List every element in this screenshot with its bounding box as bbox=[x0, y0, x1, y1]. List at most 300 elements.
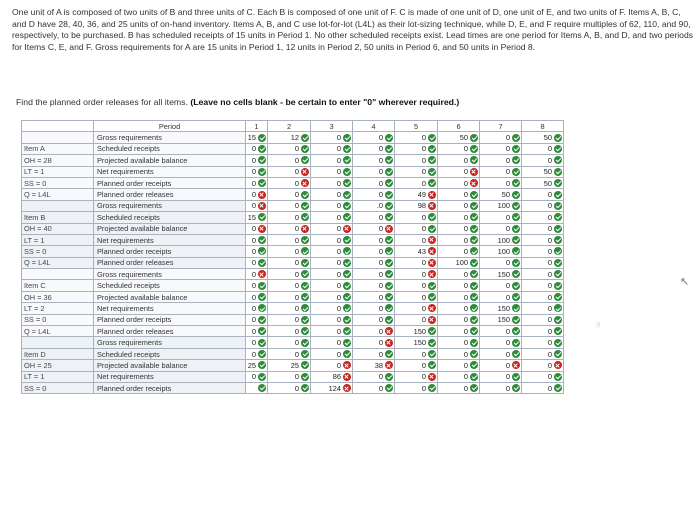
answer-cell[interactable] bbox=[395, 167, 437, 176]
answer-value[interactable]: 0 bbox=[251, 349, 256, 359]
answer-value[interactable]: 0 bbox=[294, 269, 299, 279]
period-8-cell[interactable] bbox=[522, 303, 564, 314]
answer-value[interactable]: 0 bbox=[336, 338, 341, 348]
answer-value[interactable]: 0 bbox=[378, 269, 383, 279]
period-7-cell[interactable] bbox=[480, 212, 522, 223]
answer-cell[interactable] bbox=[246, 384, 267, 392]
answer-cell[interactable] bbox=[353, 144, 394, 153]
answer-cell[interactable] bbox=[268, 133, 310, 142]
period-6-cell[interactable] bbox=[438, 326, 480, 337]
answer-value[interactable]: 0 bbox=[251, 338, 256, 348]
answer-cell[interactable] bbox=[353, 236, 394, 245]
answer-value[interactable]: 0 bbox=[336, 133, 341, 143]
answer-value[interactable]: 0 bbox=[463, 349, 468, 359]
answer-cell[interactable] bbox=[438, 224, 479, 233]
period-2-cell[interactable] bbox=[268, 269, 311, 280]
period-7-cell[interactable] bbox=[480, 269, 522, 280]
period-7-cell[interactable] bbox=[480, 371, 522, 382]
answer-cell[interactable] bbox=[353, 304, 394, 313]
answer-cell[interactable] bbox=[438, 361, 479, 370]
answer-value[interactable]: 0 bbox=[421, 167, 426, 177]
answer-cell[interactable] bbox=[395, 281, 437, 290]
period-8-cell[interactable] bbox=[522, 246, 564, 257]
period-5-cell[interactable] bbox=[395, 314, 438, 325]
answer-cell[interactable] bbox=[268, 201, 310, 210]
answer-value[interactable]: 0 bbox=[294, 292, 299, 302]
answer-cell[interactable] bbox=[353, 201, 394, 210]
answer-cell[interactable] bbox=[311, 384, 352, 393]
period-3-cell[interactable] bbox=[311, 314, 353, 325]
answer-value[interactable]: 0 bbox=[336, 201, 341, 211]
period-2-cell[interactable] bbox=[268, 200, 311, 211]
answer-value[interactable]: 0 bbox=[378, 349, 383, 359]
answer-cell[interactable] bbox=[522, 338, 563, 347]
answer-cell[interactable] bbox=[395, 258, 437, 267]
answer-value[interactable]: 0 bbox=[336, 292, 341, 302]
period-8-cell[interactable] bbox=[522, 371, 564, 382]
period-7-cell[interactable] bbox=[480, 166, 522, 177]
answer-cell[interactable] bbox=[438, 327, 479, 336]
answer-value[interactable]: 0 bbox=[378, 212, 383, 222]
answer-cell[interactable] bbox=[268, 281, 310, 290]
answer-value[interactable]: 0 bbox=[294, 372, 299, 382]
answer-cell[interactable] bbox=[395, 224, 437, 233]
answer-cell[interactable] bbox=[311, 213, 352, 222]
period-3-cell[interactable] bbox=[311, 223, 353, 234]
answer-cell[interactable] bbox=[268, 156, 310, 165]
answer-value[interactable]: 0 bbox=[251, 167, 256, 177]
period-5-cell[interactable] bbox=[395, 303, 438, 314]
answer-cell[interactable] bbox=[353, 156, 394, 165]
period-8-cell[interactable] bbox=[522, 212, 564, 223]
period-7-cell[interactable] bbox=[480, 337, 522, 348]
answer-value[interactable]: 0 bbox=[294, 303, 299, 313]
answer-cell[interactable] bbox=[311, 179, 352, 188]
period-6-cell[interactable] bbox=[438, 246, 480, 257]
answer-cell[interactable] bbox=[353, 315, 394, 324]
period-7-cell[interactable] bbox=[480, 291, 522, 302]
answer-value[interactable]: 12 bbox=[290, 133, 299, 143]
answer-cell[interactable] bbox=[311, 201, 352, 210]
period-5-cell[interactable] bbox=[395, 143, 438, 154]
period-6-cell[interactable] bbox=[438, 371, 480, 382]
answer-value[interactable]: 25 bbox=[247, 360, 256, 370]
answer-value[interactable]: 0 bbox=[463, 338, 468, 348]
period-7-cell[interactable] bbox=[480, 280, 522, 291]
answer-value[interactable]: 0 bbox=[505, 349, 510, 359]
answer-value[interactable]: 0 bbox=[463, 224, 468, 234]
answer-value[interactable]: 0 bbox=[421, 360, 426, 370]
answer-cell[interactable] bbox=[246, 293, 267, 302]
answer-cell[interactable] bbox=[522, 179, 563, 188]
period-8-cell[interactable] bbox=[522, 143, 564, 154]
period-6-cell[interactable] bbox=[438, 382, 480, 393]
answer-cell[interactable] bbox=[268, 236, 310, 245]
answer-cell[interactable] bbox=[480, 350, 521, 359]
period-2-cell[interactable] bbox=[268, 326, 311, 337]
answer-cell[interactable] bbox=[480, 179, 521, 188]
answer-value[interactable]: 0 bbox=[463, 178, 468, 188]
answer-cell[interactable] bbox=[246, 304, 267, 313]
answer-value[interactable]: 0 bbox=[336, 349, 341, 359]
answer-cell[interactable] bbox=[353, 361, 394, 370]
period-5-cell[interactable] bbox=[395, 223, 438, 234]
period-3-cell[interactable] bbox=[311, 269, 353, 280]
period-7-cell[interactable] bbox=[480, 155, 522, 166]
answer-cell[interactable] bbox=[438, 190, 479, 199]
answer-value[interactable]: 98 bbox=[417, 201, 426, 211]
period-7-cell[interactable] bbox=[480, 200, 522, 211]
period-6-cell[interactable] bbox=[438, 269, 480, 280]
answer-value[interactable]: 0 bbox=[421, 258, 426, 268]
period-3-cell[interactable] bbox=[311, 189, 353, 200]
period-3-cell[interactable] bbox=[311, 200, 353, 211]
answer-value[interactable]: 0 bbox=[505, 326, 510, 336]
answer-value[interactable]: 0 bbox=[421, 269, 426, 279]
period-7-cell[interactable] bbox=[480, 177, 522, 188]
period-7-cell[interactable] bbox=[480, 360, 522, 371]
period-3-cell[interactable] bbox=[311, 303, 353, 314]
answer-cell[interactable] bbox=[480, 361, 521, 370]
answer-cell[interactable] bbox=[522, 350, 563, 359]
answer-value[interactable]: 0 bbox=[505, 383, 510, 393]
period-7-cell[interactable] bbox=[480, 314, 522, 325]
period-6-cell[interactable] bbox=[438, 212, 480, 223]
period-2-cell[interactable] bbox=[268, 212, 311, 223]
answer-value[interactable]: 0 bbox=[463, 372, 468, 382]
answer-cell[interactable] bbox=[395, 144, 437, 153]
answer-value[interactable]: 0 bbox=[294, 281, 299, 291]
answer-value[interactable]: 150 bbox=[413, 326, 426, 336]
answer-cell[interactable] bbox=[438, 258, 479, 267]
period-8-cell[interactable] bbox=[522, 189, 564, 200]
answer-value[interactable]: 0 bbox=[336, 167, 341, 177]
answer-cell[interactable] bbox=[438, 270, 479, 279]
answer-cell[interactable] bbox=[311, 293, 352, 302]
answer-cell[interactable] bbox=[522, 213, 563, 222]
answer-cell[interactable] bbox=[353, 293, 394, 302]
answer-cell[interactable] bbox=[246, 350, 267, 359]
answer-value[interactable]: 0 bbox=[421, 349, 426, 359]
period-1-cell[interactable] bbox=[246, 246, 268, 257]
answer-value[interactable]: 0 bbox=[251, 235, 256, 245]
period-8-cell[interactable] bbox=[522, 360, 564, 371]
answer-cell[interactable] bbox=[395, 236, 437, 245]
period-2-cell[interactable] bbox=[268, 303, 311, 314]
answer-value[interactable]: 0 bbox=[294, 315, 299, 325]
period-1-cell[interactable] bbox=[246, 223, 268, 234]
answer-value[interactable]: 150 bbox=[497, 315, 510, 325]
period-2-cell[interactable] bbox=[268, 177, 311, 188]
answer-cell[interactable] bbox=[522, 167, 563, 176]
period-4-cell[interactable] bbox=[353, 200, 395, 211]
answer-value[interactable]: 0 bbox=[251, 292, 256, 302]
period-4-cell[interactable] bbox=[353, 177, 395, 188]
answer-value[interactable]: 0 bbox=[505, 338, 510, 348]
answer-cell[interactable] bbox=[311, 236, 352, 245]
answer-cell[interactable] bbox=[522, 304, 563, 313]
answer-cell[interactable] bbox=[311, 338, 352, 347]
answer-value[interactable]: 0 bbox=[547, 201, 552, 211]
answer-cell[interactable] bbox=[311, 281, 352, 290]
period-2-cell[interactable] bbox=[268, 291, 311, 302]
answer-cell[interactable] bbox=[522, 133, 563, 142]
answer-cell[interactable] bbox=[395, 327, 437, 336]
answer-value[interactable]: 100 bbox=[455, 258, 468, 268]
period-8-cell[interactable] bbox=[522, 280, 564, 291]
answer-cell[interactable] bbox=[480, 190, 521, 199]
answer-value[interactable]: 0 bbox=[336, 178, 341, 188]
answer-value[interactable]: 0 bbox=[378, 258, 383, 268]
answer-value[interactable]: 0 bbox=[505, 224, 510, 234]
period-4-cell[interactable] bbox=[353, 314, 395, 325]
answer-cell[interactable] bbox=[268, 258, 310, 267]
period-2-cell[interactable] bbox=[268, 246, 311, 257]
answer-cell[interactable] bbox=[353, 167, 394, 176]
period-6-cell[interactable] bbox=[438, 166, 480, 177]
period-1-cell[interactable] bbox=[246, 200, 268, 211]
answer-value[interactable]: 0 bbox=[421, 292, 426, 302]
answer-cell[interactable] bbox=[522, 190, 563, 199]
answer-cell[interactable] bbox=[522, 258, 563, 267]
period-5-cell[interactable] bbox=[395, 212, 438, 223]
answer-cell[interactable] bbox=[395, 190, 437, 199]
answer-value[interactable]: 0 bbox=[505, 178, 510, 188]
answer-value[interactable]: 0 bbox=[547, 246, 552, 256]
period-4-cell[interactable] bbox=[353, 291, 395, 302]
answer-cell[interactable] bbox=[353, 224, 394, 233]
period-2-cell[interactable] bbox=[268, 132, 311, 143]
period-1-cell[interactable] bbox=[246, 177, 268, 188]
answer-value[interactable]: 0 bbox=[547, 383, 552, 393]
answer-value[interactable]: 150 bbox=[497, 303, 510, 313]
answer-value[interactable]: 0 bbox=[421, 224, 426, 234]
answer-cell[interactable] bbox=[522, 372, 563, 381]
period-4-cell[interactable] bbox=[353, 348, 395, 359]
answer-cell[interactable] bbox=[480, 384, 521, 393]
period-5-cell[interactable] bbox=[395, 371, 438, 382]
answer-cell[interactable] bbox=[246, 338, 267, 347]
period-7-cell[interactable] bbox=[480, 246, 522, 257]
period-1-cell[interactable] bbox=[246, 371, 268, 382]
period-5-cell[interactable] bbox=[395, 360, 438, 371]
period-1-cell[interactable] bbox=[246, 234, 268, 245]
answer-cell[interactable] bbox=[246, 179, 267, 188]
period-1-cell[interactable] bbox=[246, 155, 268, 166]
period-1-cell[interactable] bbox=[246, 326, 268, 337]
period-3-cell[interactable] bbox=[311, 348, 353, 359]
answer-cell[interactable] bbox=[522, 361, 563, 370]
answer-cell[interactable] bbox=[480, 167, 521, 176]
answer-cell[interactable] bbox=[480, 293, 521, 302]
period-4-cell[interactable] bbox=[353, 143, 395, 154]
period-4-cell[interactable] bbox=[353, 326, 395, 337]
period-3-cell[interactable] bbox=[311, 212, 353, 223]
answer-value[interactable]: 0 bbox=[336, 144, 341, 154]
period-6-cell[interactable] bbox=[438, 257, 480, 268]
answer-cell[interactable] bbox=[395, 361, 437, 370]
period-2-cell[interactable] bbox=[268, 382, 311, 393]
period-7-cell[interactable] bbox=[480, 132, 522, 143]
answer-cell[interactable] bbox=[395, 293, 437, 302]
period-8-cell[interactable] bbox=[522, 269, 564, 280]
period-3-cell[interactable] bbox=[311, 360, 353, 371]
period-3-cell[interactable] bbox=[311, 246, 353, 257]
period-6-cell[interactable] bbox=[438, 223, 480, 234]
period-1-cell[interactable] bbox=[246, 280, 268, 291]
period-6-cell[interactable] bbox=[438, 200, 480, 211]
answer-value[interactable]: 0 bbox=[336, 246, 341, 256]
period-1-cell[interactable] bbox=[246, 132, 268, 143]
period-5-cell[interactable] bbox=[395, 189, 438, 200]
answer-value[interactable]: 0 bbox=[463, 167, 468, 177]
answer-value[interactable]: 0 bbox=[378, 292, 383, 302]
answer-value[interactable]: 0 bbox=[336, 326, 341, 336]
period-2-cell[interactable] bbox=[268, 371, 311, 382]
answer-value[interactable]: 0 bbox=[547, 224, 552, 234]
answer-cell[interactable] bbox=[438, 167, 479, 176]
answer-value[interactable]: 0 bbox=[463, 383, 468, 393]
answer-cell[interactable] bbox=[480, 144, 521, 153]
period-3-cell[interactable] bbox=[311, 291, 353, 302]
period-4-cell[interactable] bbox=[353, 234, 395, 245]
period-6-cell[interactable] bbox=[438, 291, 480, 302]
period-2-cell[interactable] bbox=[268, 155, 311, 166]
answer-value[interactable]: 0 bbox=[294, 144, 299, 154]
answer-cell[interactable] bbox=[480, 247, 521, 256]
answer-cell[interactable] bbox=[480, 201, 521, 210]
answer-cell[interactable] bbox=[395, 179, 437, 188]
answer-cell[interactable] bbox=[522, 247, 563, 256]
answer-value[interactable]: 100 bbox=[497, 246, 510, 256]
answer-value[interactable]: 0 bbox=[336, 155, 341, 165]
answer-value[interactable]: 0 bbox=[463, 201, 468, 211]
period-3-cell[interactable] bbox=[311, 371, 353, 382]
answer-cell[interactable] bbox=[246, 247, 267, 256]
answer-value[interactable]: 0 bbox=[421, 281, 426, 291]
answer-cell[interactable] bbox=[438, 156, 479, 165]
answer-cell[interactable] bbox=[438, 213, 479, 222]
period-5-cell[interactable] bbox=[395, 280, 438, 291]
answer-cell[interactable] bbox=[395, 304, 437, 313]
answer-value[interactable]: 0 bbox=[547, 360, 552, 370]
answer-cell[interactable] bbox=[480, 258, 521, 267]
answer-value[interactable]: 0 bbox=[421, 178, 426, 188]
period-2-cell[interactable] bbox=[268, 166, 311, 177]
answer-cell[interactable] bbox=[395, 156, 437, 165]
answer-value[interactable]: 0 bbox=[463, 303, 468, 313]
answer-value[interactable]: 0 bbox=[251, 258, 256, 268]
period-5-cell[interactable] bbox=[395, 337, 438, 348]
answer-cell[interactable] bbox=[246, 270, 267, 279]
answer-value[interactable]: 49 bbox=[417, 190, 426, 200]
answer-cell[interactable] bbox=[268, 315, 310, 324]
period-7-cell[interactable] bbox=[480, 189, 522, 200]
answer-value[interactable]: 0 bbox=[336, 281, 341, 291]
answer-cell[interactable] bbox=[480, 304, 521, 313]
answer-cell[interactable] bbox=[268, 270, 310, 279]
answer-cell[interactable] bbox=[395, 372, 437, 381]
period-6-cell[interactable] bbox=[438, 177, 480, 188]
answer-value[interactable]: 0 bbox=[463, 292, 468, 302]
answer-cell[interactable] bbox=[438, 372, 479, 381]
period-3-cell[interactable] bbox=[311, 132, 353, 143]
answer-value[interactable]: 0 bbox=[251, 155, 256, 165]
answer-cell[interactable] bbox=[268, 384, 310, 393]
answer-value[interactable]: 0 bbox=[251, 190, 256, 200]
answer-value[interactable]: 38 bbox=[374, 360, 383, 370]
period-7-cell[interactable] bbox=[480, 348, 522, 359]
period-4-cell[interactable] bbox=[353, 212, 395, 223]
answer-cell[interactable] bbox=[353, 213, 394, 222]
answer-cell[interactable] bbox=[311, 361, 352, 370]
answer-cell[interactable] bbox=[246, 190, 267, 199]
period-2-cell[interactable] bbox=[268, 337, 311, 348]
answer-cell[interactable] bbox=[246, 258, 267, 267]
period-7-cell[interactable] bbox=[480, 326, 522, 337]
answer-cell[interactable] bbox=[438, 247, 479, 256]
answer-value[interactable]: 0 bbox=[294, 246, 299, 256]
answer-value[interactable]: 0 bbox=[378, 178, 383, 188]
answer-value[interactable]: 0 bbox=[336, 360, 341, 370]
answer-cell[interactable] bbox=[268, 190, 310, 199]
answer-cell[interactable] bbox=[438, 179, 479, 188]
period-8-cell[interactable] bbox=[522, 314, 564, 325]
answer-value[interactable]: 0 bbox=[294, 326, 299, 336]
answer-cell[interactable] bbox=[353, 133, 394, 142]
answer-cell[interactable] bbox=[246, 144, 267, 153]
answer-value[interactable]: 0 bbox=[251, 201, 256, 211]
period-5-cell[interactable] bbox=[395, 291, 438, 302]
answer-value[interactable]: 0 bbox=[294, 235, 299, 245]
answer-cell[interactable] bbox=[522, 327, 563, 336]
answer-value[interactable]: 0 bbox=[294, 338, 299, 348]
period-2-cell[interactable] bbox=[268, 143, 311, 154]
period-4-cell[interactable] bbox=[353, 257, 395, 268]
answer-cell[interactable] bbox=[522, 224, 563, 233]
answer-value[interactable]: 0 bbox=[547, 190, 552, 200]
answer-value[interactable]: 15 bbox=[247, 212, 256, 222]
answer-cell[interactable] bbox=[395, 213, 437, 222]
answer-value[interactable]: 0 bbox=[336, 315, 341, 325]
answer-cell[interactable] bbox=[438, 304, 479, 313]
period-6-cell[interactable] bbox=[438, 348, 480, 359]
answer-value[interactable]: 86 bbox=[332, 372, 341, 382]
answer-value[interactable]: 0 bbox=[547, 315, 552, 325]
answer-cell[interactable] bbox=[395, 338, 437, 347]
answer-value[interactable]: 0 bbox=[505, 167, 510, 177]
answer-cell[interactable] bbox=[353, 350, 394, 359]
answer-value[interactable]: 0 bbox=[463, 190, 468, 200]
period-2-cell[interactable] bbox=[268, 234, 311, 245]
answer-cell[interactable] bbox=[268, 304, 310, 313]
period-4-cell[interactable] bbox=[353, 246, 395, 257]
period-1-cell[interactable] bbox=[246, 382, 268, 393]
period-2-cell[interactable] bbox=[268, 257, 311, 268]
answer-value[interactable]: 0 bbox=[421, 212, 426, 222]
answer-value[interactable]: 0 bbox=[547, 258, 552, 268]
answer-value[interactable]: 0 bbox=[294, 178, 299, 188]
period-3-cell[interactable] bbox=[311, 337, 353, 348]
period-8-cell[interactable] bbox=[522, 291, 564, 302]
answer-value[interactable]: 0 bbox=[547, 155, 552, 165]
period-6-cell[interactable] bbox=[438, 280, 480, 291]
answer-cell[interactable] bbox=[353, 372, 394, 381]
period-5-cell[interactable] bbox=[395, 132, 438, 143]
answer-cell[interactable] bbox=[353, 258, 394, 267]
period-8-cell[interactable] bbox=[522, 234, 564, 245]
answer-value[interactable]: 0 bbox=[378, 235, 383, 245]
